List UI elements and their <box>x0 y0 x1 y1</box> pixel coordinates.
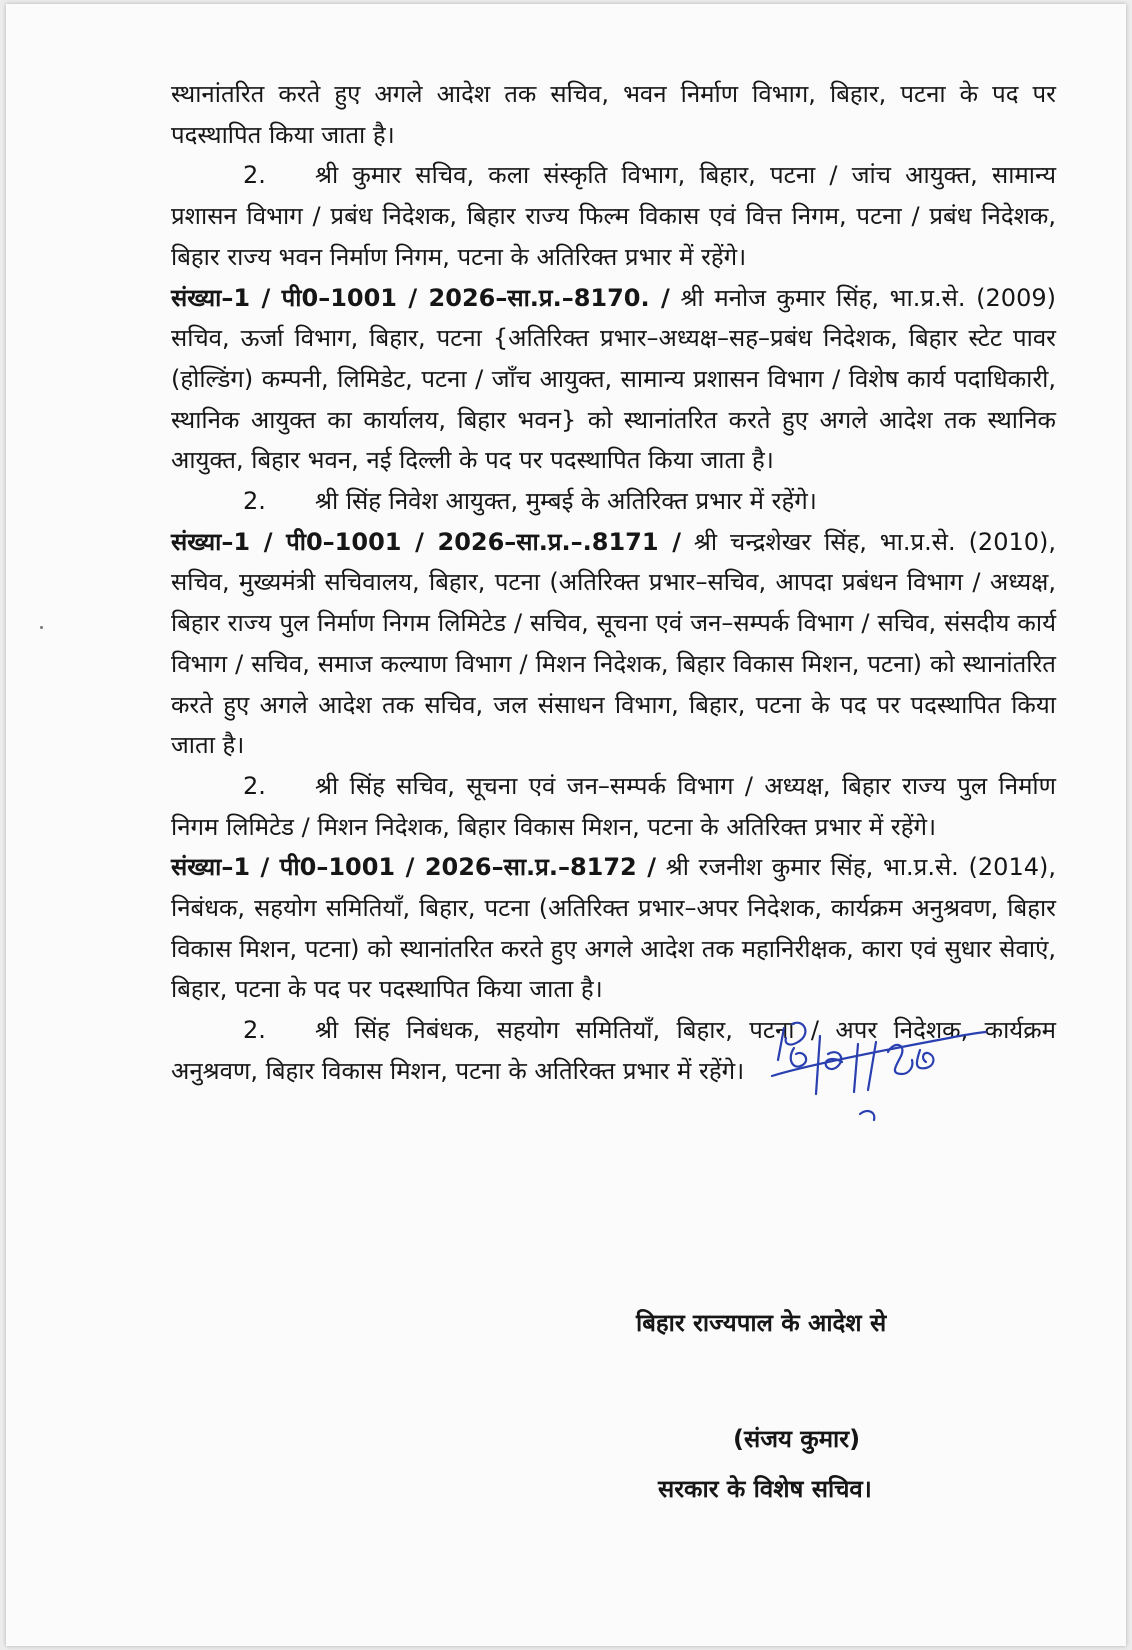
order-number: संख्या–1 / पी0–1001 / 2026–सा.प्र.–8170. / <box>171 283 670 312</box>
paragraph-text: श्री कुमार सचिव, कला संस्कृति विभाग, बिहार, पटना / जांच आयुक्त, सामान्य प्रशासन विभाग / प्रबंध निदेशक, बिहार राज्य फिल्म विकास एवं वित्त निगम, पटना / प्रबंध निदेशक, बिहार राज्य भवन निर्माण निगम, पटना के अतिरिक्त प्रभार में रहेंगे। <box>171 161 1056 271</box>
paragraph-text: श्री मनोज कुमार सिंह, भा.प्र.से. (2009) सचिव, ऊर्जा विभाग, बिहार, पटना {अतिरिक्त प्रभार–अध्यक्ष–सह–प्रबंध निदेशक, बिहार स्टेट पावर (होल्डिंग) कम्पनी, लिमिडेट, पटना / जाँच आयुक्त, सामान्य प्रशासन विभाग / विशेष कार्य पदाधिकारी, स्थानिक आयुक्त का कार्यालय, बिहार भवन} को स्थानांतरित करते हुए अगले आदेश तक स्थानिक आयुक्त, बिहार भवन, नई दिल्ली के पद पर पदस्थापित किया जाता है। <box>171 283 1056 475</box>
paragraph-text: स्थानांतरित करते हुए अगले आदेश तक सचिव, भवन निर्माण विभाग, बिहार, पटना के पद पर पदस्थापित किया जाता है। <box>171 80 1056 149</box>
paragraph-number: 2. <box>243 487 266 516</box>
signature-scribble <box>764 1014 1014 1124</box>
document-page <box>6 4 1126 1646</box>
sub-paragraph <box>171 766 1056 847</box>
order-paragraph <box>171 522 1056 766</box>
paragraph-continuation <box>171 74 1056 155</box>
order-body <box>171 74 1056 1092</box>
order-number: संख्या–1 / पी0–1001 / 2026–सा.प्र.–.8171 / <box>171 527 681 556</box>
signer-designation: सरकार के विशेष सचिव। <box>658 1475 872 1503</box>
paragraph-number: 2. <box>243 771 266 800</box>
paragraph-text: श्री सिंह निबंधक, सहयोग समितियाँ, बिहार, पटना / अपर निदेशक, कार्यक्रम अनुश्रवण, बिहार विकास मिशन, पटना के अतिरिक्त प्रभार में रहेंगे। <box>171 1016 1056 1085</box>
sub-paragraph <box>171 481 1056 522</box>
order-number: संख्या–1 / पी0–1001 / 2026–सा.प्र.–8172 / <box>171 853 656 882</box>
signer-name: (संजय कुमार) <box>733 1425 861 1453</box>
paragraph-text: श्री रजनीश कुमार सिंह, भा.प्र.से. (2014), निबंधक, सहयोग समितियाँ, बिहार, पटना (अतिरिक्त प्रभार–अपर निदेशक, कार्यक्रम अनुश्रवण, बिहार विकास मिशन, पटना) को स्थानांतरित करते हुए अगले आदेश तक महानिरीक्षक, कारा एवं सुधार सेवाएं, बिहार, पटना के पद पर पदस्थापित किया जाता है। <box>171 853 1056 1004</box>
paragraph-text: श्री सिंह निवेश आयुक्त, मुम्बई के अतिरिक्त प्रभार में रहेंगे। <box>315 487 817 516</box>
by-order-line: बिहार राज्यपाल के आदेश से <box>636 1309 887 1337</box>
scan-speck <box>40 626 43 629</box>
paragraph-number: 2. <box>243 1016 266 1045</box>
order-paragraph <box>171 278 1056 482</box>
paragraph-number: 2. <box>243 161 266 190</box>
paragraph-text: श्री सिंह सचिव, सूचना एवं जन–सम्पर्क विभाग / अध्यक्ष, बिहार राज्य पुल निर्माण निगम लिमिटेड / मिशन निदेशक, बिहार विकास मिशन, पटना के अतिरिक्त प्रभार में रहेंगे। <box>171 771 1056 841</box>
order-paragraph <box>171 847 1056 1010</box>
sub-paragraph <box>171 155 1056 277</box>
handwritten-signature <box>764 1014 1014 1124</box>
paragraph-text: श्री चन्द्रशेखर सिंह, भा.प्र.से. (2010), सचिव, मुख्यमंत्री सचिवालय, बिहार, पटना (अतिरिक्त प्रभार–सचिव, आपदा प्रबंधन विभाग / अध्यक्ष, बिहार राज्य पुल निर्माण निगम लिमिटेड / सचिव, सूचना एवं जन–सम्पर्क विभाग / सचिव, संसदीय कार्य विभाग / सचिव, समाज कल्याण विभाग / मिशन निदेशक, बिहार विकास मिशन, पटना) को स्थानांतरित करते हुए अगले आदेश तक सचिव, जल संसाधन विभाग, बिहार, पटना के पद पर पदस्थापित किया जाता है। <box>171 527 1057 760</box>
